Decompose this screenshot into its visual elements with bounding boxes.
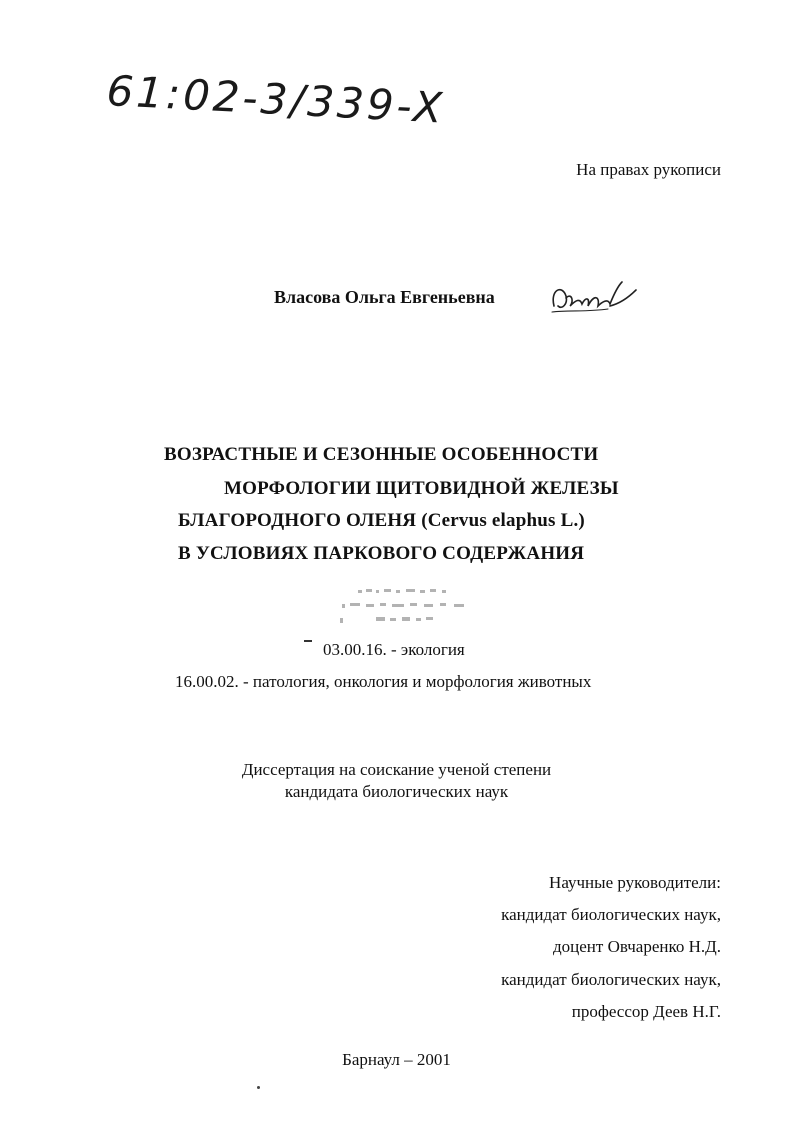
author-name: Власова Ольга Евгеньевна xyxy=(274,287,495,307)
title-latin-name: (Cervus elaphus L.) xyxy=(421,510,585,531)
advisor-1-degree: кандидат биологических наук, xyxy=(501,905,721,924)
title-line-4: В УСЛОВИЯХ ПАРКОВОГО СОДЕРЖАНИЯ xyxy=(178,543,585,564)
dissertation-line-2: кандидата биологических наук xyxy=(284,782,509,801)
advisors-heading: Научные руководители: xyxy=(549,873,721,892)
title-line-1: ВОЗРАСТНЫЕ И СЕЗОННЫЕ ОСОБЕННОСТИ xyxy=(164,444,599,465)
stamp-mark xyxy=(304,640,312,642)
scan-speck xyxy=(257,1086,260,1089)
title-line-2: МОРФОЛОГИИ ЩИТОВИДНОЙ ЖЕЛЕЗЫ xyxy=(224,478,619,499)
manuscript-number: 61:02-3/339-X xyxy=(105,66,447,133)
specialty-pathology: 16.00.02. - патология, онкология и морфология животных xyxy=(175,672,592,691)
author-signature xyxy=(548,276,640,320)
rights-note: На правах рукописи xyxy=(576,160,721,179)
dissertation-line-1: Диссертация на соискание ученой степени xyxy=(241,760,552,779)
advisor-1-name: доцент Овчаренко Н.Д. xyxy=(553,937,721,956)
advisor-2-name: профессор Деев Н.Г. xyxy=(571,1002,721,1021)
specialty-ecology: 03.00.16. - экология xyxy=(323,640,465,659)
title-line-3 xyxy=(178,510,585,532)
title-line-3-main: БЛАГОРОДНОГО ОЛЕНЯ xyxy=(178,510,422,531)
faded-library-stamp xyxy=(336,586,486,630)
city-year: Барнаул – 2001 xyxy=(342,1050,451,1069)
advisor-2-degree: кандидат биологических наук, xyxy=(501,970,721,989)
